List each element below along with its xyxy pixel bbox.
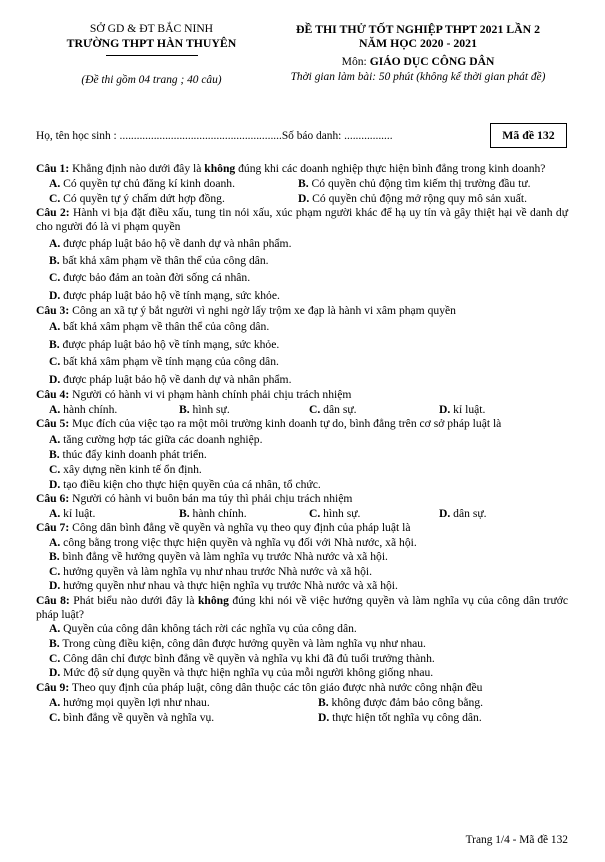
option-letter: D.	[49, 477, 61, 491]
option-text: Có quyền chủ động tìm kiếm thị trường đầu tư.	[308, 177, 531, 191]
question-text	[36, 206, 568, 234]
option-text: Công dân chỉ được bình đẳng về quyền và nghĩa vụ khi đã đủ tuổi trưởng thành.	[60, 651, 435, 665]
option-a[interactable]	[36, 235, 568, 252]
option-c[interactable]	[36, 652, 568, 667]
option-c[interactable]	[36, 353, 568, 370]
exam-title: ĐỀ THI THỬ TỐT NGHIỆP THPT 2021 LẦN 2	[295, 22, 541, 36]
option-c[interactable]	[36, 565, 568, 580]
subject-label: Môn:	[341, 55, 370, 68]
question-label: Câu 1:	[36, 162, 70, 175]
option-text: công bằng trong việc thực hiện quyền và nghĩa vụ đối với Nhà nước, xã hội.	[60, 535, 417, 549]
option-letter: B.	[298, 177, 309, 191]
option-letter: C.	[49, 711, 61, 725]
school-year: NĂM HỌC 2020 - 2021	[359, 36, 477, 50]
question-label: Câu 2:	[36, 206, 70, 220]
exam-note: (Đề thi gồm 04 trang ; 40 câu)	[81, 74, 222, 86]
option-letter: A.	[49, 433, 61, 447]
option-letter: D.	[49, 372, 61, 386]
option-d[interactable]	[439, 402, 569, 417]
question-text-part: Theo quy định của pháp luật, công dân thuộc các tôn giáo được nhà nước công nhận đều	[69, 680, 483, 694]
option-text: thúc đẩy kinh doanh phát triển.	[59, 448, 207, 462]
option-b[interactable]	[36, 336, 568, 353]
option-text: Quyền của công dân không tách rời các nghĩa vụ của công dân.	[60, 622, 357, 636]
option-letter: B.	[49, 254, 60, 268]
question-label: Câu 4:	[36, 388, 70, 402]
option-letter: C.	[309, 403, 321, 417]
option-text: xây dựng nền kinh tế ổn định.	[60, 463, 202, 477]
option-letter: A.	[49, 320, 61, 334]
option-b[interactable]	[36, 637, 568, 652]
option-text: Có quyền tự chủ đăng kí kinh doanh.	[60, 177, 235, 191]
question-label: Câu 9:	[36, 680, 70, 694]
option-letter: C.	[49, 564, 61, 578]
option-text: tăng cường hợp tác giữa các doanh nghiệp.	[60, 433, 263, 447]
option-a[interactable]	[36, 431, 568, 448]
question-text	[36, 304, 568, 318]
question-text-part: đúng khi nói về việc hưởng quyền và làm nghĩa vụ của công dân trước pháp luật?	[36, 594, 569, 622]
question-2	[36, 206, 568, 304]
option-d[interactable]	[36, 579, 568, 594]
option-text: kỉ luật.	[450, 403, 486, 417]
option-text: được pháp luật bảo hộ về danh dự và nhân phẩm.	[60, 372, 292, 386]
option-row	[36, 402, 568, 417]
option-letter: B.	[179, 403, 190, 417]
option-d[interactable]	[36, 666, 568, 681]
option-d[interactable]	[298, 191, 527, 206]
option-letter: C.	[49, 355, 61, 369]
option-b[interactable]	[36, 252, 568, 269]
option-letter: B.	[49, 550, 60, 564]
student-info-line: Họ, tên học sinh : .........................................................Số báo danh: .................	[36, 130, 393, 142]
question-text-part: Phát biểu nào dưới đây là	[69, 594, 198, 608]
question-text-part: Công an xã tự ý bắt người vì nghi ngờ lấy trộm xe đạp là hành vi xâm phạm quyền	[69, 304, 456, 318]
option-text: thực hiện tốt nghĩa vụ công dân.	[329, 711, 482, 725]
option-text: hưởng mọi quyền lợi như nhau.	[60, 696, 210, 710]
question-text-part: Người có hành vi vi phạm hành chính phải chịu trách nhiệm	[69, 388, 352, 402]
option-b[interactable]	[179, 506, 309, 521]
option-text: hình sự.	[189, 403, 230, 417]
option-text: không được đảm bảo công bằng.	[328, 696, 484, 710]
question-text	[36, 594, 568, 622]
question-text-part: Hành vi bịa đặt điều xấu, tung tin nói xấu, xúc phạm người khác để hạ uy tín và gây thiệt hại về danh dự cho người đó là vi phạm quyền	[36, 206, 568, 234]
option-letter: C.	[49, 463, 61, 477]
option-text: Mức độ sử dụng quyền và thực hiện nghĩa vụ của mỗi người không giống nhau.	[60, 666, 434, 680]
page-footer: Trang 1/4 - Mã đề 132	[465, 834, 568, 846]
option-letter: C.	[309, 507, 321, 521]
question-label: Câu 7:	[36, 521, 70, 535]
option-row	[36, 710, 568, 725]
question-7	[36, 521, 568, 594]
option-d[interactable]	[36, 371, 568, 388]
subject-name: GIÁO DỤC CÔNG DÂN	[369, 55, 495, 68]
exam-code-box: Mã đề 132	[490, 123, 567, 148]
question-9	[36, 681, 568, 725]
option-letter: D.	[49, 579, 61, 593]
option-text: được pháp luật bảo hộ về tính mạng, sức khỏe.	[59, 337, 280, 351]
header-right	[268, 22, 568, 85]
option-letter: D.	[318, 711, 330, 725]
option-letter: B.	[49, 337, 60, 351]
question-text	[36, 162, 568, 176]
option-d[interactable]	[36, 287, 568, 304]
option-text: Có quyền chủ động mở rộng quy mô sản xuất.	[309, 192, 527, 206]
option-b[interactable]	[318, 695, 483, 710]
header-divider	[106, 55, 198, 56]
option-a[interactable]	[36, 536, 568, 551]
option-a[interactable]	[49, 176, 298, 191]
question-6	[36, 492, 568, 521]
option-text: tạo điều kiện cho thực hiện quyền của cá nhân, tổ chức.	[60, 477, 321, 491]
option-text: Có quyền tự ý chấm dứt hợp đồng.	[60, 192, 225, 206]
option-text: bất khả xâm phạm về tính mạng của công dân.	[60, 355, 279, 369]
option-letter: D.	[49, 288, 61, 302]
option-text: được pháp luật bảo hộ về tính mạng, sức khỏe.	[60, 288, 280, 302]
subject-line	[268, 55, 568, 69]
option-letter: C.	[49, 271, 61, 285]
option-b[interactable]	[36, 448, 568, 463]
option-a[interactable]	[36, 622, 568, 637]
emphasis-word: không	[204, 162, 236, 175]
option-text: dân sự.	[320, 403, 357, 417]
option-text: Trong cùng điều kiện, công dân được hưởng quyền và làm nghĩa vụ như nhau.	[59, 637, 426, 651]
question-label: Câu 5:	[36, 417, 70, 431]
option-letter: D.	[439, 403, 451, 417]
option-letter: D.	[439, 507, 451, 521]
question-text	[36, 388, 568, 402]
question-text-part: Công dân bình đẳng về quyền và nghĩa vụ theo quy định của pháp luật là	[69, 521, 411, 535]
option-letter: A.	[49, 696, 61, 710]
option-letter: A.	[49, 622, 61, 636]
option-letter: B.	[179, 507, 190, 521]
option-a[interactable]	[49, 402, 179, 417]
option-text: dân sự.	[450, 507, 487, 521]
option-a[interactable]	[49, 506, 179, 521]
question-8	[36, 594, 568, 681]
question-4	[36, 388, 568, 417]
question-label: Câu 3:	[36, 304, 70, 318]
option-text: hưởng quyền và làm nghĩa vụ như nhau trước Nhà nước và xã hội.	[60, 564, 373, 578]
question-5	[36, 417, 568, 492]
option-text: hình sự.	[320, 507, 361, 521]
option-c[interactable]	[49, 710, 318, 725]
option-d[interactable]	[36, 478, 568, 493]
option-text: hành chính.	[189, 507, 247, 521]
header-left	[44, 22, 259, 87]
option-c[interactable]	[49, 191, 298, 206]
option-a[interactable]	[49, 695, 318, 710]
emphasis-word: không	[197, 594, 229, 608]
option-letter: B.	[318, 696, 329, 710]
question-3	[36, 304, 568, 388]
option-letter: B.	[49, 448, 60, 462]
question-text	[36, 417, 568, 431]
question-text-part: Mục đích của việc tạo ra một môi trường kinh doanh tự do, bình đẳng trên cơ sở pháp luật là	[69, 417, 502, 431]
option-text: bất khả xâm phạm về thân thể của công dân.	[60, 320, 270, 334]
question-label: Câu 8:	[36, 594, 70, 608]
question-text	[36, 521, 568, 535]
option-b[interactable]	[179, 402, 309, 417]
option-row	[36, 695, 568, 710]
option-b[interactable]	[36, 550, 568, 565]
option-text: hưởng quyền như nhau và thực hiện nghĩa vụ trước Nhà nước và xã hội.	[60, 579, 398, 593]
option-c[interactable]	[36, 463, 568, 478]
option-letter: D.	[49, 666, 61, 680]
question-text-part: Người có hành vi buôn bán ma túy thì phải chịu trách nhiệm	[69, 492, 353, 506]
option-letter: B.	[49, 637, 60, 651]
option-letter: A.	[49, 177, 61, 191]
question-text	[36, 492, 568, 506]
option-b[interactable]	[298, 176, 531, 191]
option-letter: A.	[49, 236, 61, 250]
option-d[interactable]	[318, 710, 482, 725]
option-letter: A.	[49, 403, 61, 417]
option-c[interactable]	[36, 269, 568, 286]
question-list	[36, 162, 568, 725]
option-row	[36, 506, 568, 521]
option-letter: C.	[49, 651, 61, 665]
school-name: TRƯỜNG THPT HÀN THUYÊN	[66, 36, 237, 50]
option-text: kỉ luật.	[60, 507, 96, 521]
question-text-part: đúng khi các doanh nghiệp thực hiện bình đẳng trong kinh doanh?	[235, 162, 546, 175]
option-text: hành chính.	[60, 403, 118, 417]
option-letter: D.	[298, 192, 310, 206]
question-label: Câu 6:	[36, 492, 70, 506]
option-text: bình đẳng về quyền và nghĩa vụ.	[60, 711, 215, 725]
option-c[interactable]	[309, 402, 439, 417]
department-name: SỞ GD & ĐT BẮC NINH	[89, 22, 214, 35]
time-note: Thời gian làm bài: 50 phút (không kể thời gian phát đề)	[290, 71, 546, 84]
option-a[interactable]	[36, 318, 568, 335]
option-text: bất khả xâm phạm về thân thể của công dân.	[59, 254, 269, 268]
question-text	[36, 681, 568, 695]
option-letter: A.	[49, 535, 61, 549]
option-row	[36, 176, 568, 191]
option-text: được bảo đảm an toàn đời sống cá nhân.	[60, 271, 251, 285]
option-text: bình đẳng về hưởng quyền và làm nghĩa vụ trước Nhà nước và xã hội.	[59, 550, 388, 564]
option-letter: A.	[49, 507, 61, 521]
option-text: được pháp luật bảo hộ về danh dự và nhân phẩm.	[60, 236, 292, 250]
question-text-part: Khẳng định nào dưới đây là	[69, 162, 205, 175]
question-1	[36, 162, 568, 206]
option-row	[36, 191, 568, 206]
option-d[interactable]	[439, 506, 569, 521]
option-letter: C.	[49, 192, 61, 206]
option-c[interactable]	[309, 506, 439, 521]
